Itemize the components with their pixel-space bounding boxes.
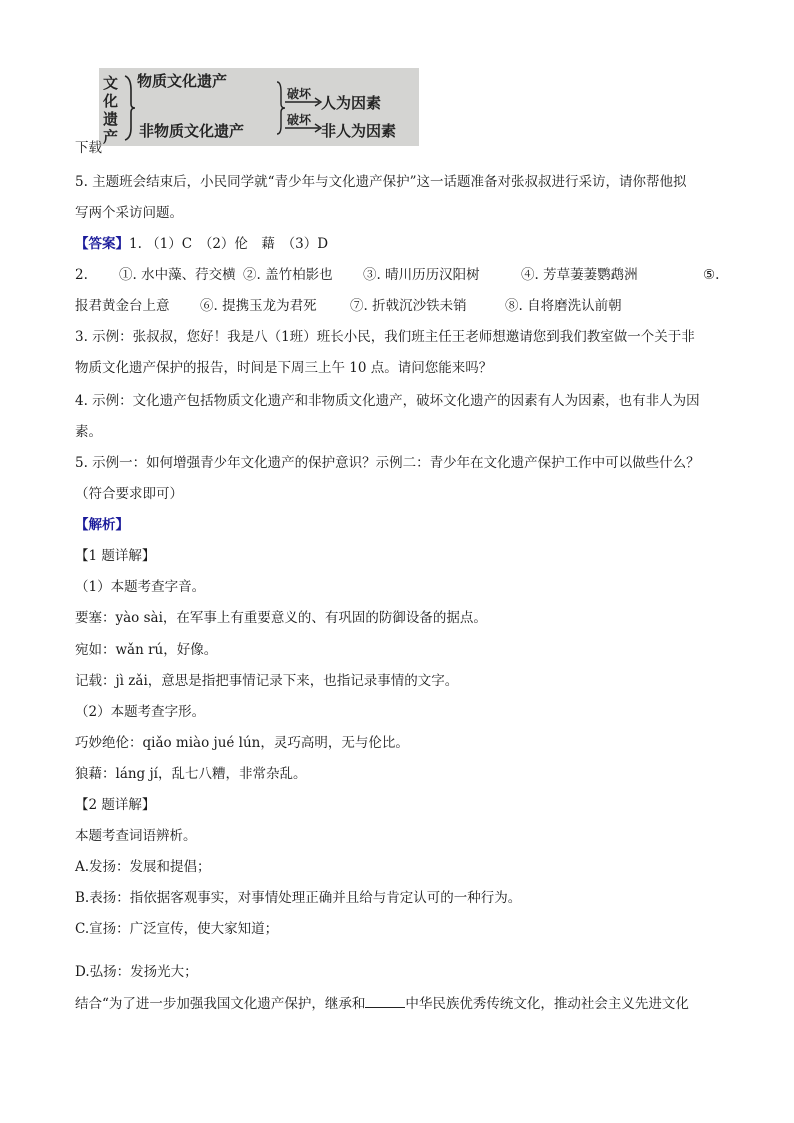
fill-blank [365,993,405,1008]
root-label-1: 文 [103,74,119,92]
answer-2-item4: ④. 芳草萋萋鹦鹉洲 [521,267,638,283]
answer-2-num: 2. [75,267,88,283]
answer-line-1 [75,234,735,254]
answer-2-item5b: 报君黄金台上意 [75,298,170,314]
answer-3-line1: 3. 示例：张叔叔，您好！我是八（1班）班长小民，我们班主任王老师想邀请您到我们教室做一个关于非 [75,329,695,345]
detail-1-title: 【1 题详解】 [75,548,156,564]
detail-2-line6b: 中华民族优秀传统文化，推动社会主义先进文化 [405,996,689,1012]
detail-1-line2: 要塞：yào sài，在军事上有重要意义的、有巩固的防御设备的据点。 [75,610,487,626]
answer-2-item3: ③. 晴川历历汉阳树 [363,267,480,283]
root-label-2: 化 [103,92,119,110]
question-5-line1: 5. 主题班会结束后，小民同学就“青少年与文化遗产保护”这一话题准备对张叔叔进行采访，请你帮他拟 [75,174,687,190]
answer-5-line1: 5. 示例一：如何增强青少年文化遗产的保护意识？示例二：青少年在文化遗产保护工作中可以做些什么？ [75,455,700,471]
answer-2-item1: ①. 水中藻、荇交横 [119,267,236,283]
line-download: 下载 [75,140,102,156]
detail-2-line5: D.弘扬：发扬光大； [75,964,198,980]
detail-2-line4: C.宣扬：广泛宣传，使大家知道； [75,921,279,937]
answer-tag: 【答案】 [75,236,129,252]
detail-2-line6 [75,993,735,1014]
detail-1-line5: （2）本题考查字形。 [75,704,206,720]
answer-2-item8: ⑧. 自将磨洗认前朝 [505,298,622,314]
answer-2-line2 [75,296,735,316]
detail-1-line4: 记载：jì zǎi，意思是指把事情记录下来，也指记录事情的文字。 [75,673,459,689]
detail-1-line1: （1）本题考查字音。 [75,579,206,595]
detail-1-line3: 宛如：wǎn rú，好像。 [75,642,218,658]
answer-2-item2: ②. 盖竹柏影也 [243,267,333,283]
answer-2-item7: ⑦. 折戟沉沙铁未销 [350,298,467,314]
answer-4-line1: 4. 示例：文化遗产包括物质文化遗产和非物质文化遗产，破坏文化遗产的因素有人为因素，也有非人为因 [75,393,700,409]
answer-2-item6: ⑥. 提携玉龙为君死 [200,298,317,314]
root-label-3: 遗 [103,110,119,128]
branch1-label: 物质文化遗产 [137,72,228,90]
detail-2-line6a: 结合“为了进一步加强我国文化遗产保护，继承和 [75,996,366,1012]
analysis-tag: 【解析】 [75,517,129,533]
heritage-diagram [99,68,419,146]
detail-2-line2: A.发扬：发展和提倡； [75,859,211,875]
detail-1-line6: 巧妙绝伦：qiǎo miào jué lún，灵巧高明，无与伦比。 [75,735,409,751]
answer-3-line2: 物质文化遗产保护的报告，时间是下周三上午 10 点。请问您能来吗？ [75,360,493,376]
answer-2-item5: ⑤. [703,267,720,283]
cause2-label: 非人为因素 [321,122,397,140]
detail-2-line3: B.表扬：指依据客观事实，对事情处理正确并且给与肯定认可的一种行为。 [75,890,522,906]
root-label-4: 产 [103,128,119,146]
detail-1-line7: 狼藉：láng jí，乱七八糟，非常杂乱。 [75,766,307,782]
detail-2-line1: 本题考查词语辨析。 [75,828,197,844]
answer-4-line2: 素。 [75,424,102,440]
question-5-line2: 写两个采访问题。 [75,205,183,221]
heritage-diagram-image [99,68,419,146]
detail-2-title: 【2 题详解】 [75,797,156,813]
answer-5-line2: （符合要求即可） [75,486,183,502]
branch2-label: 非物质文化遗产 [139,122,245,140]
cause1-tag: 破坏 [287,87,312,101]
answer-1: 1. （1）C （2）伦 藉 （3）D [129,236,329,252]
cause1-label: 人为因素 [321,94,382,112]
answer-2-line1 [75,265,735,285]
cause2-tag: 破坏 [287,113,312,127]
